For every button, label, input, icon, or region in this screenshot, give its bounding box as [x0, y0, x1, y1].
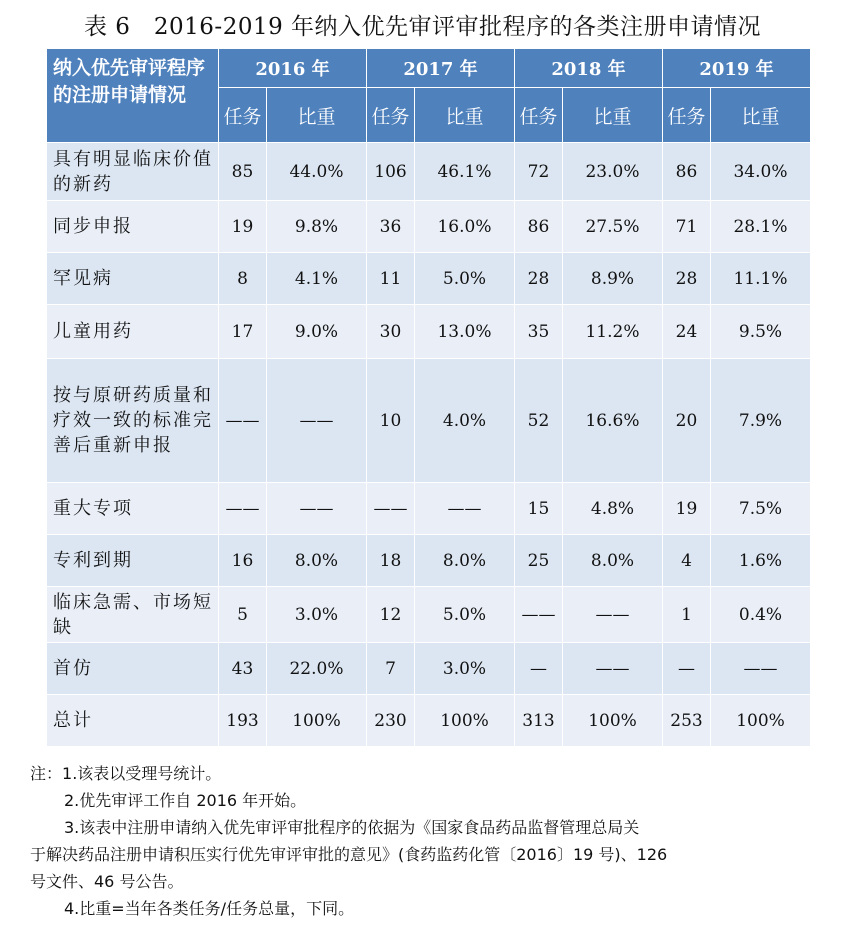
cell-task: —— — [219, 359, 267, 483]
cell-ratio: 4.8% — [563, 483, 663, 535]
cell-ratio: 100% — [711, 695, 811, 747]
header-task: 任务 — [663, 88, 711, 143]
cell-task: 86 — [515, 201, 563, 253]
cell-ratio: 23.0% — [563, 143, 663, 201]
cell-ratio: 8.0% — [415, 535, 515, 587]
table-title: 表 6 2016-2019 年纳入优先审评审批程序的各类注册申请情况 — [83, 14, 762, 40]
row-category: 重大专项 — [47, 483, 219, 535]
cell-ratio: 1.6% — [711, 535, 811, 587]
cell-task: 7 — [367, 643, 415, 695]
note-3-cont: 于解决药品注册申请积压实行优先审评审批的意见》(食药监药化管〔2016〕19 号)、126 — [30, 845, 668, 864]
cell-task: 5 — [219, 587, 267, 643]
cell-task: 25 — [515, 535, 563, 587]
cell-ratio: 8.9% — [563, 253, 663, 305]
cell-ratio: 9.8% — [267, 201, 367, 253]
cell-ratio: 4.0% — [415, 359, 515, 483]
cell-task: 24 — [663, 305, 711, 359]
row-category: 专利到期 — [47, 535, 219, 587]
table-row — [47, 483, 811, 535]
cell-ratio: 44.0% — [267, 143, 367, 201]
table-row — [47, 305, 811, 359]
cell-task: — — [515, 643, 563, 695]
cell-task: —— — [515, 587, 563, 643]
header-year-2017: 2017 年 — [367, 49, 515, 88]
table-body — [47, 143, 811, 747]
cell-task: 8 — [219, 253, 267, 305]
cell-task: 313 — [515, 695, 563, 747]
cell-ratio: 5.0% — [415, 253, 515, 305]
header-task: 任务 — [515, 88, 563, 143]
cell-ratio: 100% — [415, 695, 515, 747]
note-3-end: 号文件、46 号公告。 — [30, 872, 184, 891]
cell-task: 1 — [663, 587, 711, 643]
cell-task: 43 — [219, 643, 267, 695]
cell-ratio: —— — [563, 643, 663, 695]
table-row — [47, 253, 811, 305]
cell-ratio: 100% — [563, 695, 663, 747]
row-category: 儿童用药 — [47, 305, 219, 359]
cell-task: 230 — [367, 695, 415, 747]
registration-table — [46, 48, 811, 747]
cell-task: 71 — [663, 201, 711, 253]
row-category: 首仿 — [47, 643, 219, 695]
table-notes — [30, 760, 830, 922]
table-row — [47, 695, 811, 747]
cell-task: 86 — [663, 143, 711, 201]
table-row — [47, 143, 811, 201]
cell-task: 18 — [367, 535, 415, 587]
cell-ratio: 3.0% — [267, 587, 367, 643]
cell-ratio: —— — [563, 587, 663, 643]
note-4: 4.比重=当年各类任务/任务总量，下同。 — [64, 899, 355, 918]
cell-ratio: —— — [267, 483, 367, 535]
note-1: 1.该表以受理号统计。 — [62, 764, 222, 783]
cell-ratio: 22.0% — [267, 643, 367, 695]
cell-ratio: 8.0% — [563, 535, 663, 587]
cell-task: 52 — [515, 359, 563, 483]
header-ratio: 比重 — [711, 88, 811, 143]
cell-ratio: 34.0% — [711, 143, 811, 201]
cell-ratio: 11.1% — [711, 253, 811, 305]
cell-task: 4 — [663, 535, 711, 587]
table-row — [47, 643, 811, 695]
cell-ratio: 100% — [267, 695, 367, 747]
cell-ratio: 8.0% — [267, 535, 367, 587]
cell-ratio: 9.5% — [711, 305, 811, 359]
cell-task: 30 — [367, 305, 415, 359]
note-2: 2.优先审评工作自 2016 年开始。 — [64, 791, 307, 810]
header-ratio: 比重 — [267, 88, 367, 143]
cell-task: 17 — [219, 305, 267, 359]
header-year-2018: 2018 年 — [515, 49, 663, 88]
cell-task: 19 — [219, 201, 267, 253]
row-category: 按与原研药质量和疗效一致的标准完善后重新申报 — [47, 359, 219, 483]
cell-ratio: 11.2% — [563, 305, 663, 359]
cell-ratio: 9.0% — [267, 305, 367, 359]
cell-ratio: —— — [267, 359, 367, 483]
cell-ratio: 4.1% — [267, 253, 367, 305]
cell-task: 35 — [515, 305, 563, 359]
table-row — [47, 359, 811, 483]
cell-task: 12 — [367, 587, 415, 643]
row-category: 具有明显临床价值的新药 — [47, 143, 219, 201]
row-category: 临床急需、市场短缺 — [47, 587, 219, 643]
cell-ratio: 46.1% — [415, 143, 515, 201]
header-year-2016: 2016 年 — [219, 49, 367, 88]
row-category: 总计 — [47, 695, 219, 747]
cell-ratio: 28.1% — [711, 201, 811, 253]
table-row — [47, 587, 811, 643]
cell-task: 106 — [367, 143, 415, 201]
cell-ratio: 13.0% — [415, 305, 515, 359]
cell-task: 85 — [219, 143, 267, 201]
note-3: 3.该表中注册申请纳入优先审评审批程序的依据为《国家食品药品监督管理总局关 — [64, 818, 640, 837]
header-ratio: 比重 — [415, 88, 515, 143]
header-task: 任务 — [367, 88, 415, 143]
header-ratio: 比重 — [563, 88, 663, 143]
cell-task: 253 — [663, 695, 711, 747]
cell-task: 11 — [367, 253, 415, 305]
cell-ratio: 7.9% — [711, 359, 811, 483]
cell-ratio: 3.0% — [415, 643, 515, 695]
table-row — [47, 201, 811, 253]
cell-task: 28 — [515, 253, 563, 305]
cell-ratio: 7.5% — [711, 483, 811, 535]
cell-task: 72 — [515, 143, 563, 201]
table-row — [47, 535, 811, 587]
cell-ratio: 27.5% — [563, 201, 663, 253]
row-category: 罕见病 — [47, 253, 219, 305]
cell-ratio: 16.6% — [563, 359, 663, 483]
cell-task: 20 — [663, 359, 711, 483]
cell-ratio: —— — [711, 643, 811, 695]
cell-task: —— — [219, 483, 267, 535]
cell-task: 15 — [515, 483, 563, 535]
cell-task: 28 — [663, 253, 711, 305]
cell-task: 193 — [219, 695, 267, 747]
cell-task: 36 — [367, 201, 415, 253]
cell-task: 10 — [367, 359, 415, 483]
header-year-2019: 2019 年 — [663, 49, 811, 88]
cell-task: 16 — [219, 535, 267, 587]
row-category: 同步申报 — [47, 201, 219, 253]
notes-label: 注： — [30, 764, 63, 783]
cell-ratio: —— — [415, 483, 515, 535]
cell-ratio: 0.4% — [711, 587, 811, 643]
cell-task: —— — [367, 483, 415, 535]
cell-task: 19 — [663, 483, 711, 535]
header-category: 纳入优先审评程序的注册申请情况 — [47, 49, 219, 143]
cell-task: — — [663, 643, 711, 695]
header-task: 任务 — [219, 88, 267, 143]
cell-ratio: 16.0% — [415, 201, 515, 253]
cell-ratio: 5.0% — [415, 587, 515, 643]
